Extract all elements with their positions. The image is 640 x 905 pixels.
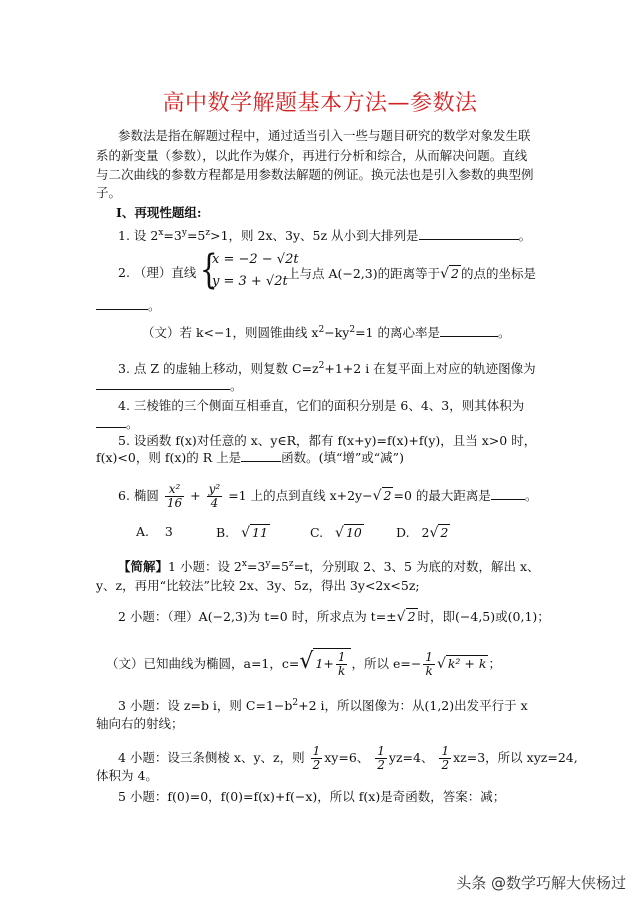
option-b[interactable]: B. √ 11 [216,525,268,541]
problem-1: 1. 设 $2^x=3^y=5^z>1$，则 2x、3y、5z 从小到大排列是 。 [118,228,532,244]
problem-3: 3. 点 Z 的虚轴上移动，则复数 $C=z^2+1+2$ i 在复平面上对应的轨迹图像为 [118,361,536,377]
problem-6: 6. 椭圆 $\frac{\text{x²}}{16}$ + $\frac{\text{y²}}{4}$ =1 上的点到直线 x+2y−√ 2 =0 的最大距离是 。 [118,482,538,510]
option-c[interactable]: C. √ 10 [310,525,362,541]
answer-blank[interactable] [241,461,281,462]
param-eq-x: x = −2 − √2t [212,252,299,267]
section-heading: Ⅰ、再现性题组: [116,205,202,220]
solution-2-wen: （文）已知曲线为椭圆，a=1，c=√ 1+ $\frac{1}{k}$ ，所以 e=− $\frac{1}{k}$ √ k² + k ； [106,649,501,678]
watermark: 头条 @数学巧解大侠杨过 [456,874,626,892]
solution-1-line-1: 【简解】1 小题：设 $2^x=3^y=5^z=t$，分别取 2、3、5 为底的对数，解出 x、 [118,559,540,575]
solution-4-line-2: 体积为 4。 [96,768,158,783]
problem-5-line-1: 5. 设函数 f(x)对任意的 x、y∈R，都有 f(x+y)=f(x)+f(y)，且当 x>0 时， [118,433,537,448]
problem-4: 4. 三棱锥的三个侧面互相垂直，它们的面积分别是 6、4、3，则其体积为 [118,398,525,413]
answer-blank[interactable] [419,239,519,240]
answer-blank[interactable] [96,389,230,390]
intro-line-1: 参数法是指在解题过程中，通过适当引入一些与题目研究的数学对象发生联 [118,128,531,143]
answer-blank[interactable] [491,499,525,500]
answer-blank[interactable] [96,427,126,428]
brace-icon: { [199,247,218,293]
fraction: $\frac{\text{y²}}{4}$ [208,482,221,510]
problem-5-line-2: f(x)<0，则 f(x)的 R 上是 函数。(填“增”或“减”) [96,450,404,465]
problem-2-end: 。 [96,298,161,314]
intro-line-3: 与二次曲线的参数方程都是用参数法解题的例证。换元法也是引入参数的典型例 [96,167,534,182]
option-a[interactable]: A. 3 [136,524,173,539]
problem-2-rest: 上与点 A(−2,3)的距离等于√ 2 的点的坐标是 [287,266,536,282]
solution-4-line-1: 4 小题：设三条侧棱 x、y、z，则 $\frac{1}{2}$ xy=6、 $\frac{1}{2}$ yz=4、 $\frac{1}{2}$ xz=3，所以 xyz=24, [118,744,578,772]
answer-blank[interactable] [96,309,148,310]
problem-2: 2. （理）直线 [118,265,197,280]
page-title: 高中数学解题基本方法—参数法 [162,91,478,116]
intro-line-4: 子。 [96,185,122,200]
fraction: $\frac{\text{x²}}{16}$ [166,482,183,510]
answer-blank[interactable] [440,336,498,337]
solution-1-line-2: y、z，再用“比较法”比较 2x、3y、5z，得出 3y<2x<5z; [96,578,420,593]
solution-3-line-1: 3 小题：设 z=b i，则 $C=1-b^2+2$ i，所以图像为：从(1,2)出发平行于 x [118,698,528,714]
intro-line-2: 系的新变量（参数），以此作为媒介，再进行分析和综合，从而解决问题。直线 [96,148,528,163]
param-eq-y: y = 3 + √2t [212,274,288,289]
option-d[interactable]: D. 2√ 2 [396,525,449,541]
solution-2: 2 小题：（理）A(−2,3)为 t=0 时，所求点为 t=±√ 2 时，即(−4,5)或(0,1)； [118,609,550,625]
problem-3-end: 。 [96,378,243,394]
solution-5: 5 小题：f(0)=0，f(0)=f(x)+f(−x)，所以 f(x)是奇函数，答案：减； [118,789,506,804]
problem-2-wen: （文）若 k<−1，则圆锥曲线 $x^2-ky^2=1$ 的离心率是 。 [142,325,511,341]
solution-3-line-2: 轴向右的射线； [96,716,184,731]
problem-4-end: 。 [96,416,139,432]
